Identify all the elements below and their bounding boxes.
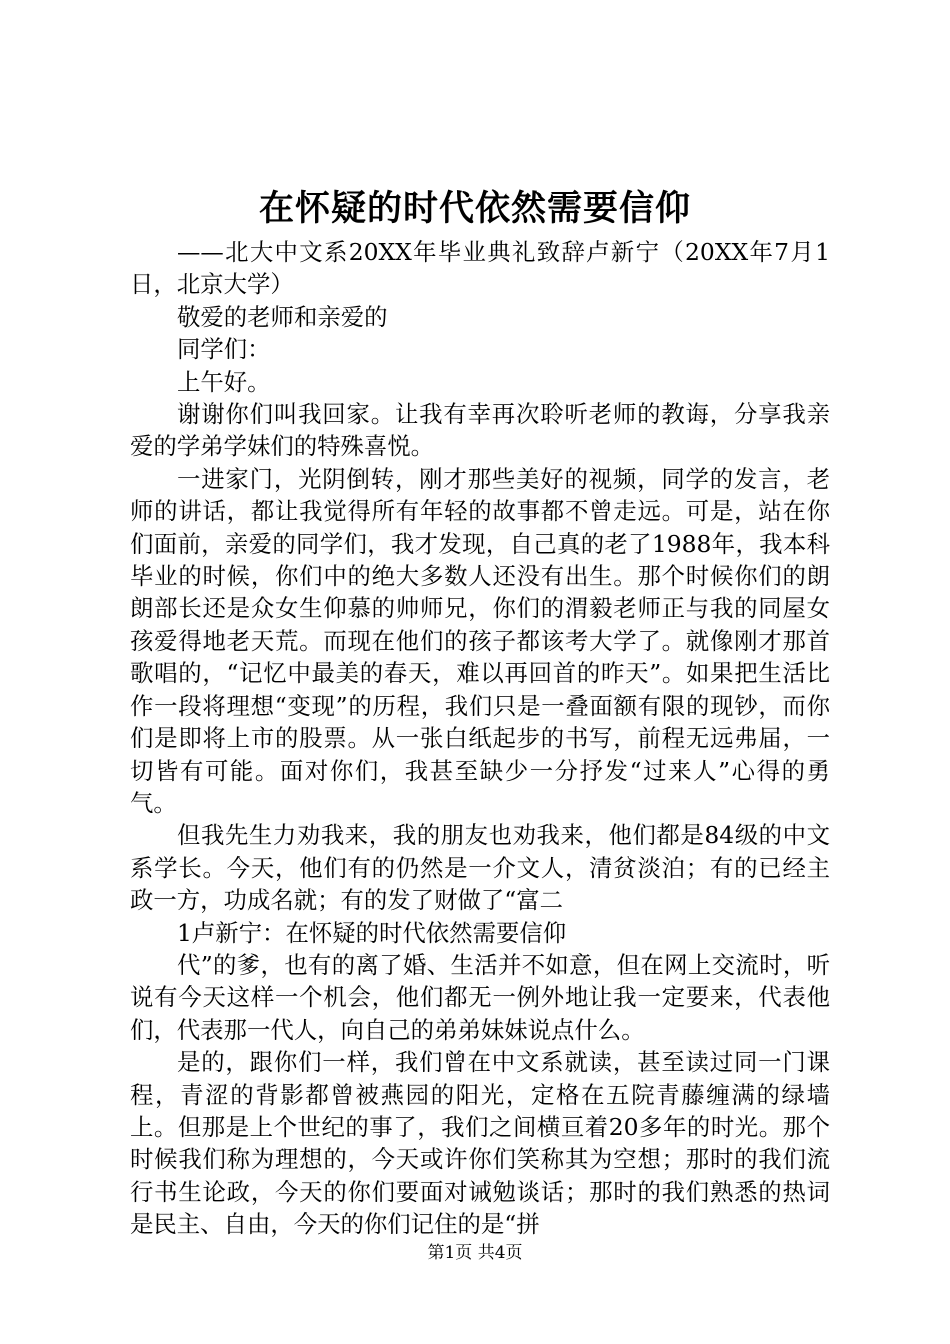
running-header-paragraph: 1卢新宁：在怀疑的时代依然需要信仰 xyxy=(177,918,567,947)
body-paragraph: 一进家门，光阴倒转，刚才那些美好的视频，同学的发言，老师的讲话，都让我觉得所有年轻的故事都不曾走远。可是，站在你们面前，亲爱的同学们，我才发现，自己真的老了1988年，我本科毕业的时候，你们中的绝大多数人还没有出生。那个时候你们的朗朗部长还是众女生仰慕的帅师兄，你们的渭毅老师正与我的同屋女孩爱得地老天荒。而现在他们的孩子都该考大学了。就像刚才那首歌唱的，“记忆中最美的春天，难以再回首的昨天”。如果把生活比作一段将理想“变现”的历程，我们只是一叠面额有限的现钞，而你们是即将上市的股票。从一张白纸起步的书写，前程无远弗届，一切皆有可能。面对你们，我甚至缺少一分抒发“过来人”心得的勇气。 xyxy=(130,464,830,817)
document-body xyxy=(130,236,830,1241)
page-footer: 第1页 共4页 xyxy=(427,1243,523,1263)
body-paragraph: 但我先生力劝我来，我的朋友也劝我来，他们都是84级的中文系学长。今天，他们有的仍然是一介文人，清贫淡泊；有的已经主政一方，功成名就；有的发了财做了“富二 xyxy=(130,821,830,915)
greeting-paragraph: 上午好。 xyxy=(177,367,271,396)
salutation-paragraph: 同学们： xyxy=(177,335,271,364)
body-paragraph: 谢谢你们叫我回家。让我有幸再次聆听老师的教诲，分享我亲爱的学弟学妹们的特殊喜悦。 xyxy=(130,400,830,461)
subtitle-paragraph: ——北大中文系20XX年毕业典礼致辞卢新宁（20XX年7月1日，北京大学） xyxy=(130,238,830,299)
document-title: 在怀疑的时代依然需要信仰 xyxy=(258,188,691,229)
salutation-paragraph: 敬爱的老师和亲爱的 xyxy=(177,302,388,331)
body-paragraph: 代”的爹，也有的离了婚、生活并不如意，但在网上交流时，听说有今天这样一个机会，他们都无一例外地让我一定要来，代表他们，代表那一代人，向自己的弟弟妹妹说点什么。 xyxy=(130,950,830,1044)
body-paragraph: 是的，跟你们一样，我们曾在中文系就读，甚至读过同一门课程，青涩的背影都曾被燕园的阳光，定格在五院青藤缠满的绿墙上。但那是上个世纪的事了，我们之间横亘着20多年的时光。那个时候我们称为理想的，今天或许你们笑称其为空想；那时的我们流行书生论政，今天的你们要面对诫勉谈话；那时的我们熟悉的热词是民主、自由，今天的你们记住的是“拼 xyxy=(130,1048,830,1239)
